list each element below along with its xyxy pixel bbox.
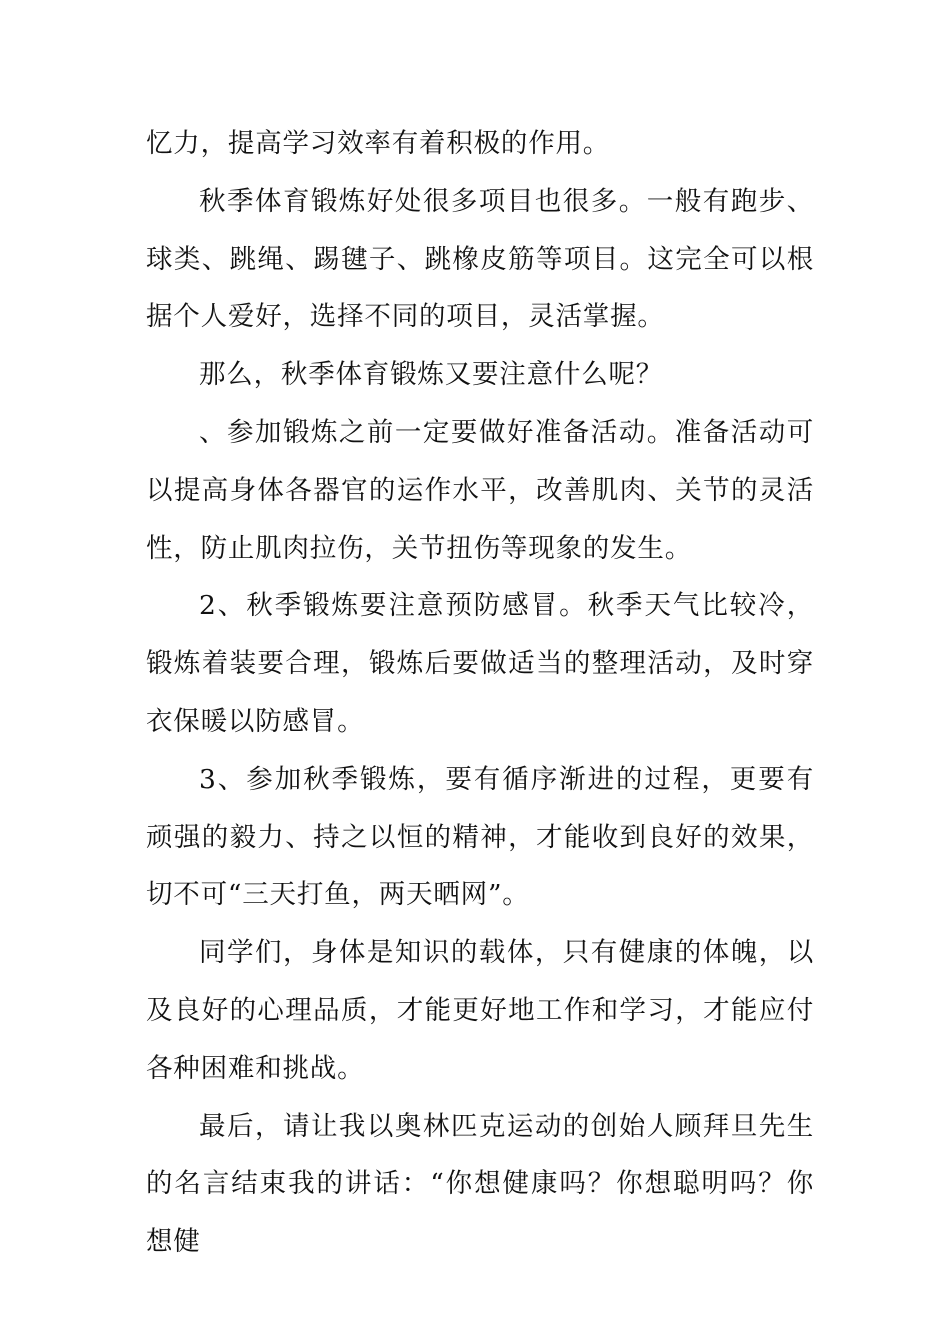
paragraph-point-3: 3、参加秋季锻炼，要有循序渐进的过程，更要有顽强的毅力、持之以恒的精神，才能收到良好的效果，切不可“三天打鱼，两天晒网”。 bbox=[146, 763, 814, 911]
paragraph-closing: 最后，请让我以奥林匹克运动的创始人顾拜旦先生的名言结束我的讲话：“你想健康吗？你想聪明吗？你想健 bbox=[146, 1110, 814, 1258]
paragraph-question: 那么，秋季体育锻炼又要注意什么呢？ bbox=[199, 359, 664, 391]
document-body bbox=[146, 115, 814, 1271]
paragraph-point-1: 、参加锻炼之前一定要做好准备活动。准备活动可以提高身体各器官的运作水平，改善肌肉、关节的灵活性，防止肌肉拉伤，关节扭伤等现象的发生。 bbox=[146, 416, 814, 564]
paragraph-continuation: 忆力，提高学习效率有着积极的作用。 bbox=[146, 128, 611, 159]
paragraph-benefits: 秋季体育锻炼好处很多项目也很多。一般有跑步、球类、跳绳、踢毽子、跳橡皮筋等项目。这完全可以根据个人爱好，选择不同的项目，灵活掌握。 bbox=[146, 185, 814, 333]
paragraph-point-2: 2、秋季锻炼要注意预防感冒。秋季天气比较冷，锻炼着装要合理，锻炼后要做适当的整理活动，及时穿衣保暖以防感冒。 bbox=[146, 590, 814, 737]
paragraph-summary: 同学们，身体是知识的载体，只有健康的体魄，以及良好的心理品质，才能更好地工作和学习，才能应付各种困难和挑战。 bbox=[146, 937, 814, 1084]
